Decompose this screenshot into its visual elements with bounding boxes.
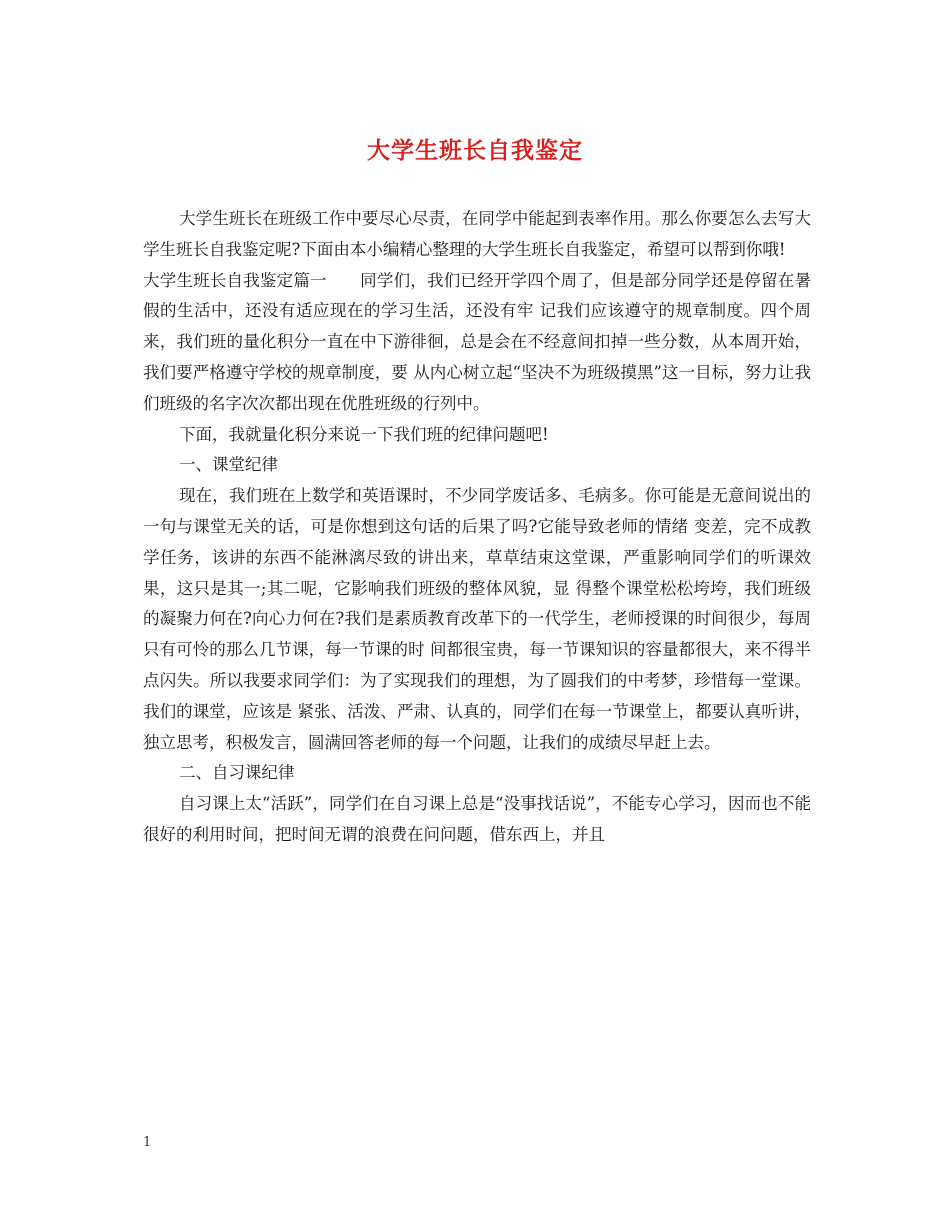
- intro-paragraph: 大学生班长在班级工作中要尽心尽责，在同学中能起到表率作用。那么你要怎么去写大学生班长自我鉴定呢?下面由本小编精心整理的大学生班长自我鉴定，希望可以帮到你哦!: [143, 209, 811, 259]
- document-body: [143, 204, 811, 851]
- document-title: 大学生班长自我鉴定: [367, 137, 583, 164]
- classroom-discipline-paragraph: 现在，我们班在上数学和英语课时，不少同学废话多、毛病多。你可能是无意间说出的一句与课堂无关的话，可是你想到这句话的后果了吗?它能导致老师的情绪 变差，完不成教学任务，该讲的东西不能淋漓尽致的讲出来，草草结束这堂课，严重影响同学们的听课效果，这只是其一;其二呢，它影响我们班级的整体风貌，显 得整个课堂松松垮垮，我们班级的凝聚力何在?向心力何在?我们是素质教育改革下的一代学生，老师授课的时间很少，每周只有可怜的那么几节课，每一节课的时 间都很宝贵，每一节课知识的容量都很大，来不得半点闪失。所以我要求同学们：为了实现我们的理想，为了圆我们的中考梦，珍惜每一堂课。我们的课堂，应该是 紧张、活泼、严肃、认真的，同学们在每一节课堂上，都要认真听讲，独立思考，积极发言，圆满回答老师的每一个问题，让我们的成绩尽早赶上去。: [143, 486, 811, 752]
- section-one-paragraph: 大学生班长自我鉴定篇一 同学们，我们已经开学四个周了，但是部分同学还是停留在暑假的生活中，还没有适应现在的学习生活，还没有牢 记我们应该遵守的规章制度。四个周来，我们班的量化积分一直在中下游徘徊，总是会在不经意间扣掉一些分数，从本周开始，我们要严格遵守学校的规章制度，要 从内心树立起“坚决不为班级摸黑”这一目标，努力让我们班级的名字次次都出现在优胜班级的行列中。: [143, 270, 811, 413]
- heading-study-hall-discipline: 二、自习课纪律: [179, 763, 295, 783]
- transition-paragraph: 下面，我就量化积分来说一下我们班的纪律问题吧!: [179, 424, 549, 444]
- study-hall-paragraph: 自习课上太“活跃”，同学们在自习课上总是“没事找话说”，不能专心学习，因而也不能很好的利用时间，把时间无谓的浪费在问问题，借东西上，并且: [143, 794, 811, 844]
- heading-classroom-discipline: 一、课堂纪律: [179, 455, 278, 475]
- page-number: 1: [143, 1135, 152, 1150]
